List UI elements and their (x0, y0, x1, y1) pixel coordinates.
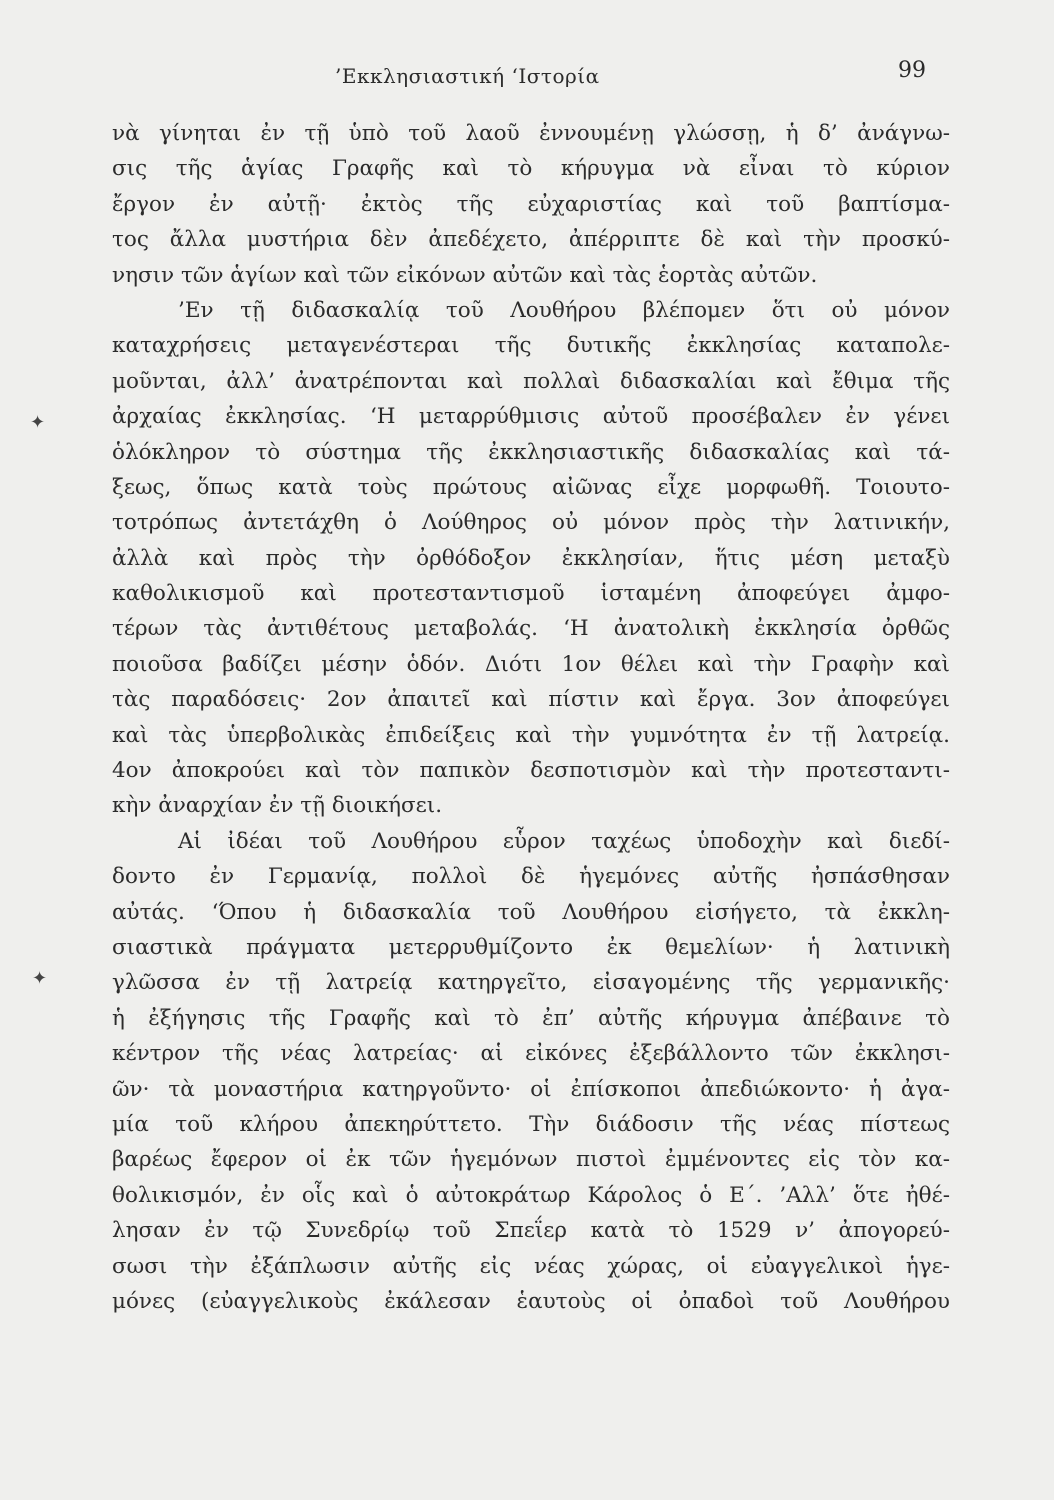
text-line: καὶ τὰς ὑπερβολικὰς ἐπιδείξεις καὶ τὴν γυμνότητα ἐν τῇ λατρείᾳ. (112, 722, 950, 748)
running-head (0, 58, 1054, 98)
text-line: ἀλλὰ καὶ πρὸς τὴν ὀρθόδοξον ἐκκλησίαν, ἥτις μέση μεταξὺ (112, 545, 950, 571)
text-line: σις τῆς ἁγίας Γραφῆς καὶ τὸ κήρυγμα νὰ εἶναι τὸ κύριον (112, 156, 950, 182)
text-line: δοντο ἐν Γερμανίᾳ, πολλοὶ δὲ ἡγεμόνες αὐτῆς ἠσπάσθησαν (112, 864, 950, 890)
text-line: καθολικισμοῦ καὶ προτεσταντισμοῦ ἱσταμένη ἀποφεύγει ἀμφο- (112, 581, 950, 607)
text-line: ποιοῦσα βαδίζει μέσην ὁδόν. Διότι 1ον θέλει καὶ τὴν Γραφὴν καὶ (112, 651, 950, 677)
text-line: μία τοῦ κλήρου ἀπεκηρύττετο. Τὴν διάδοσιν τῆς νέας πίστεως (112, 1111, 950, 1137)
text-line: ἔργον ἐν αὐτῇ· ἐκτὸς τῆς εὐχαριστίας καὶ τοῦ βαπτίσμα- (112, 191, 950, 217)
running-head-title: ’Εκκλησιαστική ‘Ιστορία (335, 64, 600, 88)
text-line: ἡ ἐξήγησις τῆς Γραφῆς καὶ τὸ ἐπ’ αὐτῆς κήρυγμα ἀπέβαινε τὸ (112, 1005, 950, 1031)
text-line: μόνες (εὐαγγελικοὺς ἐκάλεσαν ἑαυτοὺς οἱ ὀπαδοὶ τοῦ Λουθήρου (112, 1288, 950, 1314)
text-line: καταχρήσεις μεταγενέστεραι τῆς δυτικῆς ἐκκλησίας καταπολε- (112, 333, 950, 359)
body-text (112, 116, 950, 1319)
margin-mark-icon: ✦ (30, 412, 46, 433)
text-line: τος ἄλλα μυστήρια δὲν ἀπεδέχετο, ἀπέρριπτε δὲ καὶ τὴν προσκύ- (112, 227, 950, 253)
text-line: ῶν· τὰ μοναστήρια κατηργοῦντο· οἱ ἐπίσκοποι ἀπεδιώκοντο· ἡ ἀγα- (112, 1076, 950, 1102)
text-line: τοτρόπως ἀντετάχθη ὁ Λούθηρος οὐ μόνον πρὸς τὴν λατινικήν, (112, 510, 950, 536)
text-line: τὰς παραδόσεις· 2ον ἀπαιτεῖ καὶ πίστιν καὶ ἔργα. 3ον ἀποφεύγει (112, 687, 950, 713)
text-line: νὰ γίνηται ἐν τῇ ὑπὸ τοῦ λαοῦ ἐννουμένῃ γλώσσῃ, ἡ δ’ ἀνάγνω- (112, 121, 950, 146)
text-line: σωσι τὴν ἐξάπλωσιν αὐτῆς εἰς νέας χώρας, οἱ εὐαγγελικοὶ ἡγε- (112, 1253, 950, 1279)
text-line: γλῶσσα ἐν τῇ λατρείᾳ κατηργεῖτο, εἰσαγομένης τῆς γερμανικῆς· (112, 970, 950, 996)
text-line: σιαστικὰ πράγματα μετερρυθμίζοντο ἐκ θεμελίων· ἡ λατινικὴ (112, 934, 950, 960)
page-number: 99 (898, 58, 926, 83)
text-line: τέρων τὰς ἀντιθέτους μεταβολάς. ‘Η ἀνατολικὴ ἐκκλησία ὀρθῶς (112, 616, 950, 642)
text-line: αὐτάς. ‘Όπου ἡ διδασκαλία τοῦ Λουθήρου εἰσήγετο, τὰ ἐκκλη- (112, 899, 950, 925)
text-line: ἀρχαίας ἐκκλησίας. ‘Η μεταρρύθμισις αὐτοῦ προσέβαλεν ἐν γένει (112, 404, 950, 430)
text-line: λησαν ἐν τῷ Συνεδρίῳ τοῦ Σπεΐερ κατὰ τὸ 1529 ν’ ἀπογορεύ- (112, 1218, 950, 1244)
text-line: 4ον ἀποκρούει καὶ τὸν παπικὸν δεσποτισμὸν καὶ τὴν προτεσταντι- (112, 758, 950, 784)
text-line: Αἱ ἰδέαι τοῦ Λουθήρου εὗρον ταχέως ὑποδοχὴν καὶ διεδί- (178, 828, 950, 854)
text-line: ’Εν τῇ διδασκαλίᾳ τοῦ Λουθήρου βλέπομεν ὅτι οὐ μόνον (178, 297, 950, 323)
margin-mark-icon: ✦ (32, 968, 48, 989)
text-line: κὴν ἀναρχίαν ἐν τῇ διοικήσει. (112, 793, 443, 819)
text-line: ὁλόκληρον τὸ σύστημα τῆς ἐκκλησιαστικῆς διδασκαλίας καὶ τά- (112, 439, 950, 465)
text-line: κέντρον τῆς νέας λατρείας· αἱ εἰκόνες ἐξεβάλλοντο τῶν ἐκκλησι- (112, 1041, 950, 1067)
text-line: θολικισμόν, ἐν οἷς καὶ ὁ αὐτοκράτωρ Κάρολος ὁ Ε΄. ’Αλλ’ ὅτε ἠθέ- (112, 1182, 950, 1208)
text-line: βαρέως ἔφερον οἱ ἐκ τῶν ἡγεμόνων πιστοὶ ἐμμένοντες εἰς τὸν κα- (112, 1147, 950, 1173)
text-line: ξεως, ὅπως κατὰ τοὺς πρώτους αἰῶνας εἶχε μορφωθῆ. Τοιουτο- (112, 474, 950, 500)
text-line: νησιν τῶν ἁγίων καὶ τῶν εἰκόνων αὐτῶν καὶ τὰς ἑορτὰς αὐτῶν. (112, 262, 818, 288)
text-line: μοῦνται, ἀλλ’ ἀνατρέπονται καὶ πολλαὶ διδασκαλίαι καὶ ἔθιμα τῆς (112, 368, 950, 394)
